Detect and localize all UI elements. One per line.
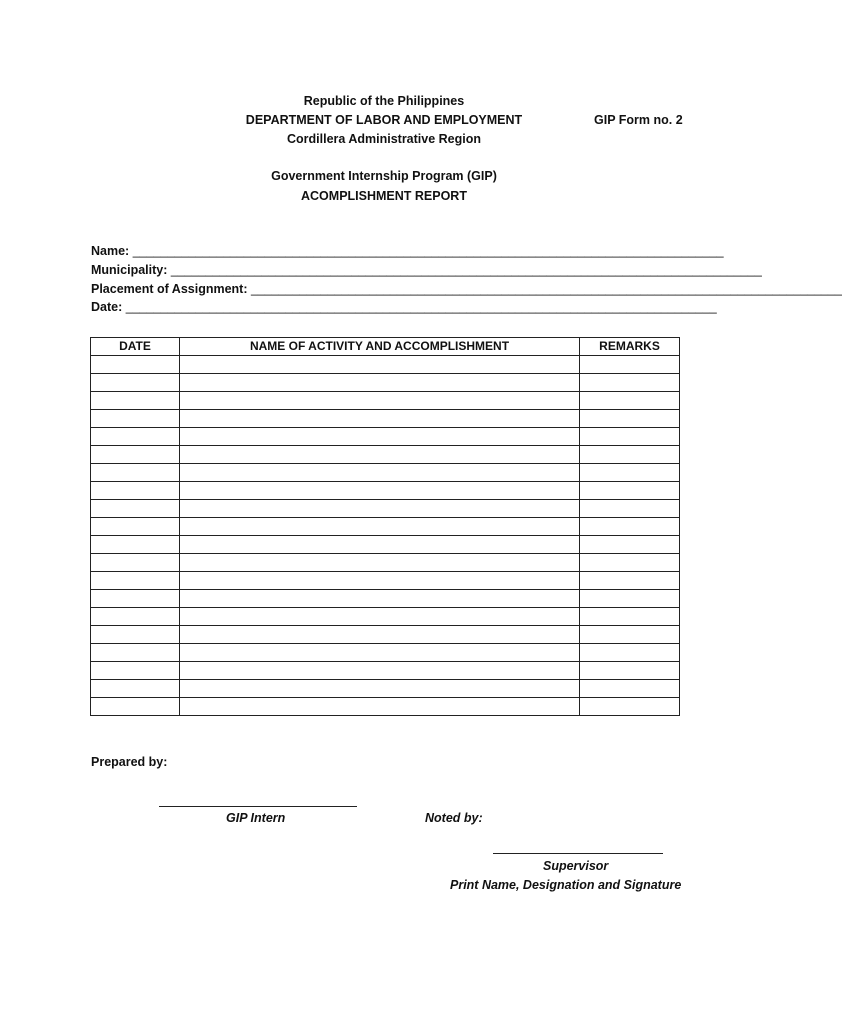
table-row <box>91 680 680 698</box>
table-row <box>91 572 680 590</box>
activity-cell[interactable] <box>180 590 580 608</box>
table-row <box>91 554 680 572</box>
date-field[interactable] <box>91 300 717 314</box>
activity-cell[interactable] <box>180 554 580 572</box>
accomplishment-table <box>90 337 680 716</box>
activity-cell[interactable] <box>180 464 580 482</box>
remarks-cell[interactable] <box>580 356 680 374</box>
remarks-cell[interactable] <box>580 428 680 446</box>
column-header-remarks: REMARKS <box>580 338 680 356</box>
remarks-cell[interactable] <box>580 410 680 428</box>
table-row <box>91 518 680 536</box>
table-header-row <box>91 338 680 356</box>
activity-cell[interactable] <box>180 482 580 500</box>
date-cell[interactable] <box>91 536 180 554</box>
table-row <box>91 374 680 392</box>
date-cell[interactable] <box>91 680 180 698</box>
column-header-activity: NAME OF ACTIVITY AND ACCOMPLISHMENT <box>180 338 580 356</box>
program-title: Government Internship Program (GIP) <box>271 169 497 183</box>
activity-cell[interactable] <box>180 608 580 626</box>
activity-cell[interactable] <box>180 500 580 518</box>
table-row <box>91 590 680 608</box>
remarks-cell[interactable] <box>580 644 680 662</box>
supervisor-note: Print Name, Designation and Signature <box>450 878 682 892</box>
remarks-cell[interactable] <box>580 464 680 482</box>
form-number: GIP Form no. 2 <box>594 113 683 127</box>
intern-signature-line[interactable] <box>159 806 357 807</box>
placement-label: Placement of Assignment: <box>91 282 248 296</box>
date-cell[interactable] <box>91 428 180 446</box>
column-header-date: DATE <box>91 338 180 356</box>
remarks-cell[interactable] <box>580 374 680 392</box>
report-title: ACOMPLISHMENT REPORT <box>301 189 467 203</box>
date-cell[interactable] <box>91 410 180 428</box>
date-cell[interactable] <box>91 518 180 536</box>
remarks-cell[interactable] <box>580 554 680 572</box>
date-cell[interactable] <box>91 554 180 572</box>
remarks-cell[interactable] <box>580 626 680 644</box>
prepared-by-label: Prepared by: <box>91 755 168 769</box>
remarks-cell[interactable] <box>580 518 680 536</box>
activity-cell[interactable] <box>180 356 580 374</box>
date-cell[interactable] <box>91 662 180 680</box>
date-cell[interactable] <box>91 644 180 662</box>
remarks-cell[interactable] <box>580 446 680 464</box>
activity-cell[interactable] <box>180 410 580 428</box>
table-row <box>91 392 680 410</box>
table-row <box>91 464 680 482</box>
header-department: DEPARTMENT OF LABOR AND EMPLOYMENT <box>245 113 523 127</box>
table-body <box>91 356 680 716</box>
date-cell[interactable] <box>91 608 180 626</box>
name-field[interactable] <box>91 244 724 258</box>
activity-cell[interactable] <box>180 662 580 680</box>
activity-cell[interactable] <box>180 536 580 554</box>
activity-cell[interactable] <box>180 572 580 590</box>
date-cell[interactable] <box>91 392 180 410</box>
table-row <box>91 482 680 500</box>
supervisor-caption: Supervisor <box>543 859 609 873</box>
activity-cell[interactable] <box>180 680 580 698</box>
table-row <box>91 410 680 428</box>
remarks-cell[interactable] <box>580 680 680 698</box>
name-line: _____________________________________________________________________________________ <box>132 244 724 258</box>
table-row <box>91 698 680 716</box>
municipality-label: Municipality: <box>91 263 168 277</box>
header-republic: Republic of the Philippines <box>303 94 465 108</box>
activity-cell[interactable] <box>180 446 580 464</box>
date-cell[interactable] <box>91 482 180 500</box>
date-cell[interactable] <box>91 446 180 464</box>
table-row <box>91 662 680 680</box>
date-cell[interactable] <box>91 572 180 590</box>
date-cell[interactable] <box>91 698 180 716</box>
table-row <box>91 500 680 518</box>
activity-cell[interactable] <box>180 644 580 662</box>
placement-field[interactable] <box>91 282 842 296</box>
table-row <box>91 428 680 446</box>
date-cell[interactable] <box>91 500 180 518</box>
activity-cell[interactable] <box>180 518 580 536</box>
remarks-cell[interactable] <box>580 662 680 680</box>
table-row <box>91 446 680 464</box>
activity-cell[interactable] <box>180 374 580 392</box>
table-row <box>91 608 680 626</box>
remarks-cell[interactable] <box>580 536 680 554</box>
activity-cell[interactable] <box>180 392 580 410</box>
header-region: Cordillera Administrative Region <box>286 132 482 146</box>
date-cell[interactable] <box>91 356 180 374</box>
table-row <box>91 626 680 644</box>
table-row <box>91 356 680 374</box>
activity-cell[interactable] <box>180 698 580 716</box>
remarks-cell[interactable] <box>580 608 680 626</box>
date-cell[interactable] <box>91 374 180 392</box>
municipality-line: _____________________________________________________________________________________ <box>170 263 762 277</box>
date-cell[interactable] <box>91 590 180 608</box>
date-cell[interactable] <box>91 626 180 644</box>
remarks-cell[interactable] <box>580 698 680 716</box>
supervisor-signature-line[interactable] <box>493 853 663 854</box>
intern-caption: GIP Intern <box>226 811 286 825</box>
remarks-cell[interactable] <box>580 590 680 608</box>
activity-cell[interactable] <box>180 626 580 644</box>
remarks-cell[interactable] <box>580 500 680 518</box>
activity-cell[interactable] <box>180 428 580 446</box>
noted-by-label: Noted by: <box>425 811 483 825</box>
table-row <box>91 644 680 662</box>
remarks-cell[interactable] <box>580 392 680 410</box>
name-label: Name: <box>91 244 130 258</box>
date-line: _____________________________________________________________________________________ <box>125 300 717 314</box>
placement-line: _____________________________________________________________________________________ <box>251 282 842 296</box>
remarks-cell[interactable] <box>580 572 680 590</box>
date-cell[interactable] <box>91 464 180 482</box>
table-row <box>91 536 680 554</box>
municipality-field[interactable] <box>91 263 762 277</box>
date-label: Date: <box>91 300 123 314</box>
remarks-cell[interactable] <box>580 482 680 500</box>
